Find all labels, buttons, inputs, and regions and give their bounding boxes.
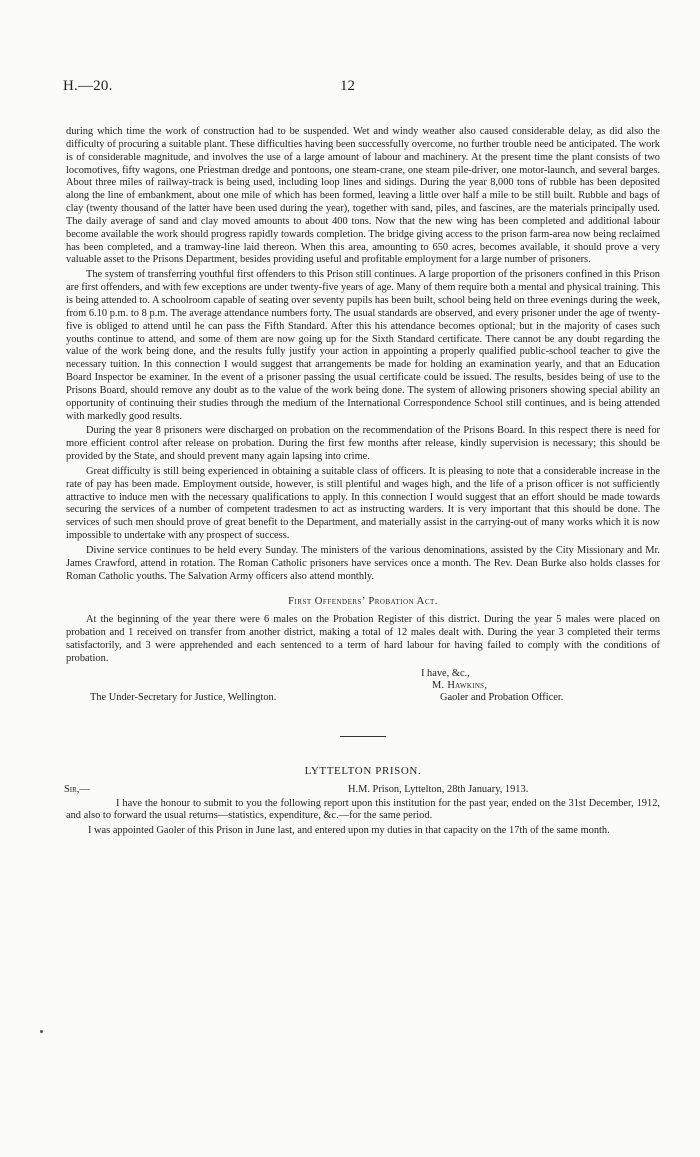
paragraph-divine-service: Divine service continues to be held every Sunday. The ministers of the various denominations, assisted by the City Missionary and Mr. James Crawford, attend in rotation. The Roman Catholic prisoners have services once a month. The Rev. Dean Burke also holds classes for Roman Catholic youths. The Salvation Army officers also attend monthly. [66, 545, 660, 582]
signatory-title: Gaoler and Probation Officer. [440, 691, 564, 703]
paragraph-youthful-offenders: The system of transferring youthful first offenders to this Prison still continues. A large proportion of the prisoners confined in this Prison are first offenders, and with few exceptions are under twenty-five years of age. Many of them require both a mental and physical training. This is being attended to. A schoolroom capable of seating over seventy pupils has been built, school being held on three evenings during the week, from 6.10 p.m. to 8 p.m. The average attendance numbers forty. The usual standards are observed, and every prisoner under the age of twenty-five is obliged to attend until he can pass the Fifth Standard. After this his attendance becomes optional; but in the majority of cases such youths continue to attend, and some of them are now going up for the Sixth Standard certificate. There cannot be any doubt regarding the value of the work being done, and the results fully justify your action in appointing a properly qualified public-school teacher to give the necessary tuition. In this connection I would suggest that arrangements be made for holding an examination yearly, and that an Education Board Inspector be examiner. In the event of a prisoner passing the usual certificate could be issued. The results, besides being of use to the Prisons Board, should remove any doubt as to the value of the work being done. The system of allowing prisoners showing special ability an opportunity of continuing their studies through the medium of the International Correspondence School still continues, and is being attended with markedly good results. [66, 269, 660, 422]
paragraph-construction: during which time the work of construction had to be suspended. Wet and windy weather also caused considerable delay, as did also the difficulty of procuring a suitable plant. These difficulties having been successfully overcome, no further trouble need be anticipated. The work is of considerable magnitude, and involves the use of a large amount of labour and machinery. At the present time the plant consists of two locomotives, fifty wagons, one Priestman dredge and pontoons, one steam-crane, one steam pile-driver, one motor-launch, and several barges. About three miles of railway-track is being used, including loop lines and sidings. During the year 8,000 tons of rubble has been deposited along the line of embankment, about one mile of which has been formed, leaving a little over half a mile to be still built. Rubble and bags of clay (twenty thousand of the latter have been used during the year), together with sand, piles, and fascines, are the materials principally used. The daily average of sand and clay moved amounts to about 400 tons. Now that the new wing has been completed and additional labour become available the work should progress rapidly towards completion. The bridge giving access to the prison farm-area now being reclaimed has been completed, and a tramway-line laid thereon. When this area, amounting to 650 acres, becomes available, it should prove a very valuable asset to the Prisons Department, besides providing useful and profitable employment for a large number of prisoners. [66, 126, 660, 266]
paragraph-officers: Great difficulty is still being experienced in obtaining a suitable class of officers. It is pleasing to note that a considerable increase in the rate of pay has been made. Employment outside, however, is still plentiful and wages high, and the life of a prison officer is not sufficiently attractive to induce men with the necessary qualifications to apply. In this connection I would suggest that an effort should be made towards securing the services of a number of competent tradesmen to act as instructing warders. It is very important that this should be done. The services of such men should prove of great benefit to the Department, and materially assist in the carrying-out of many works which it is now impossible to undertake with any prospect of success. [66, 465, 660, 542]
report-code: H.—20. [63, 78, 113, 94]
paragraph-probation-register: At the beginning of the year there were 6 males on the Probation Register of this district. During the year 5 males were placed on probation and 1 received on transfer from another district, making a total of 12 males dealt with. During the year 3 completed their terms satisfactorily, and 3 were apprehended and each sentenced to a term of hard labour for having failed to comply with the conditions of probation. [66, 614, 660, 664]
signatory-name: M. Hawkins, [432, 679, 488, 691]
scan-speck [40, 1030, 43, 1033]
page-number: 12 [340, 78, 355, 94]
paragraph-appointment: I was appointed Gaoler of this Prison in June last, and entered upon my duties in that capacity on the 17th of the same month. [88, 825, 610, 837]
closing-salutation: I have, &c., [421, 667, 470, 679]
report-body [66, 126, 660, 840]
paragraph-honour-submit: I have the honour to submit to you the following report upon this institution for the past year, ended on the 31st December, 1912, and also to forward the usual returns—statistics, expenditure, &c.—for the same period. [66, 797, 660, 822]
probation-act-heading: First Offenders’ Probation Act. [288, 595, 438, 607]
section-divider [340, 736, 386, 737]
signature-block [66, 668, 660, 716]
dateline: H.M. Prison, Lyttelton, 28th January, 1913. [348, 783, 529, 795]
paragraph-probation-discharges: During the year 8 prisoners were discharged on probation on the recommendation of the Prisons Board. In this respect there is need for more efficient control after release on probation. During the first few months after release, kindly supervision is necessary; this should be provided by the State, and should prevent many again lapsing into crime. [66, 425, 660, 463]
lyttelton-letter [66, 798, 660, 839]
salutation: Sir,— [64, 783, 90, 795]
addressee: The Under-Secretary for Justice, Wellington. [90, 691, 277, 703]
lyttelton-prison-title: LYTTELTON PRISON. [304, 764, 422, 777]
letter-opening [66, 784, 660, 798]
